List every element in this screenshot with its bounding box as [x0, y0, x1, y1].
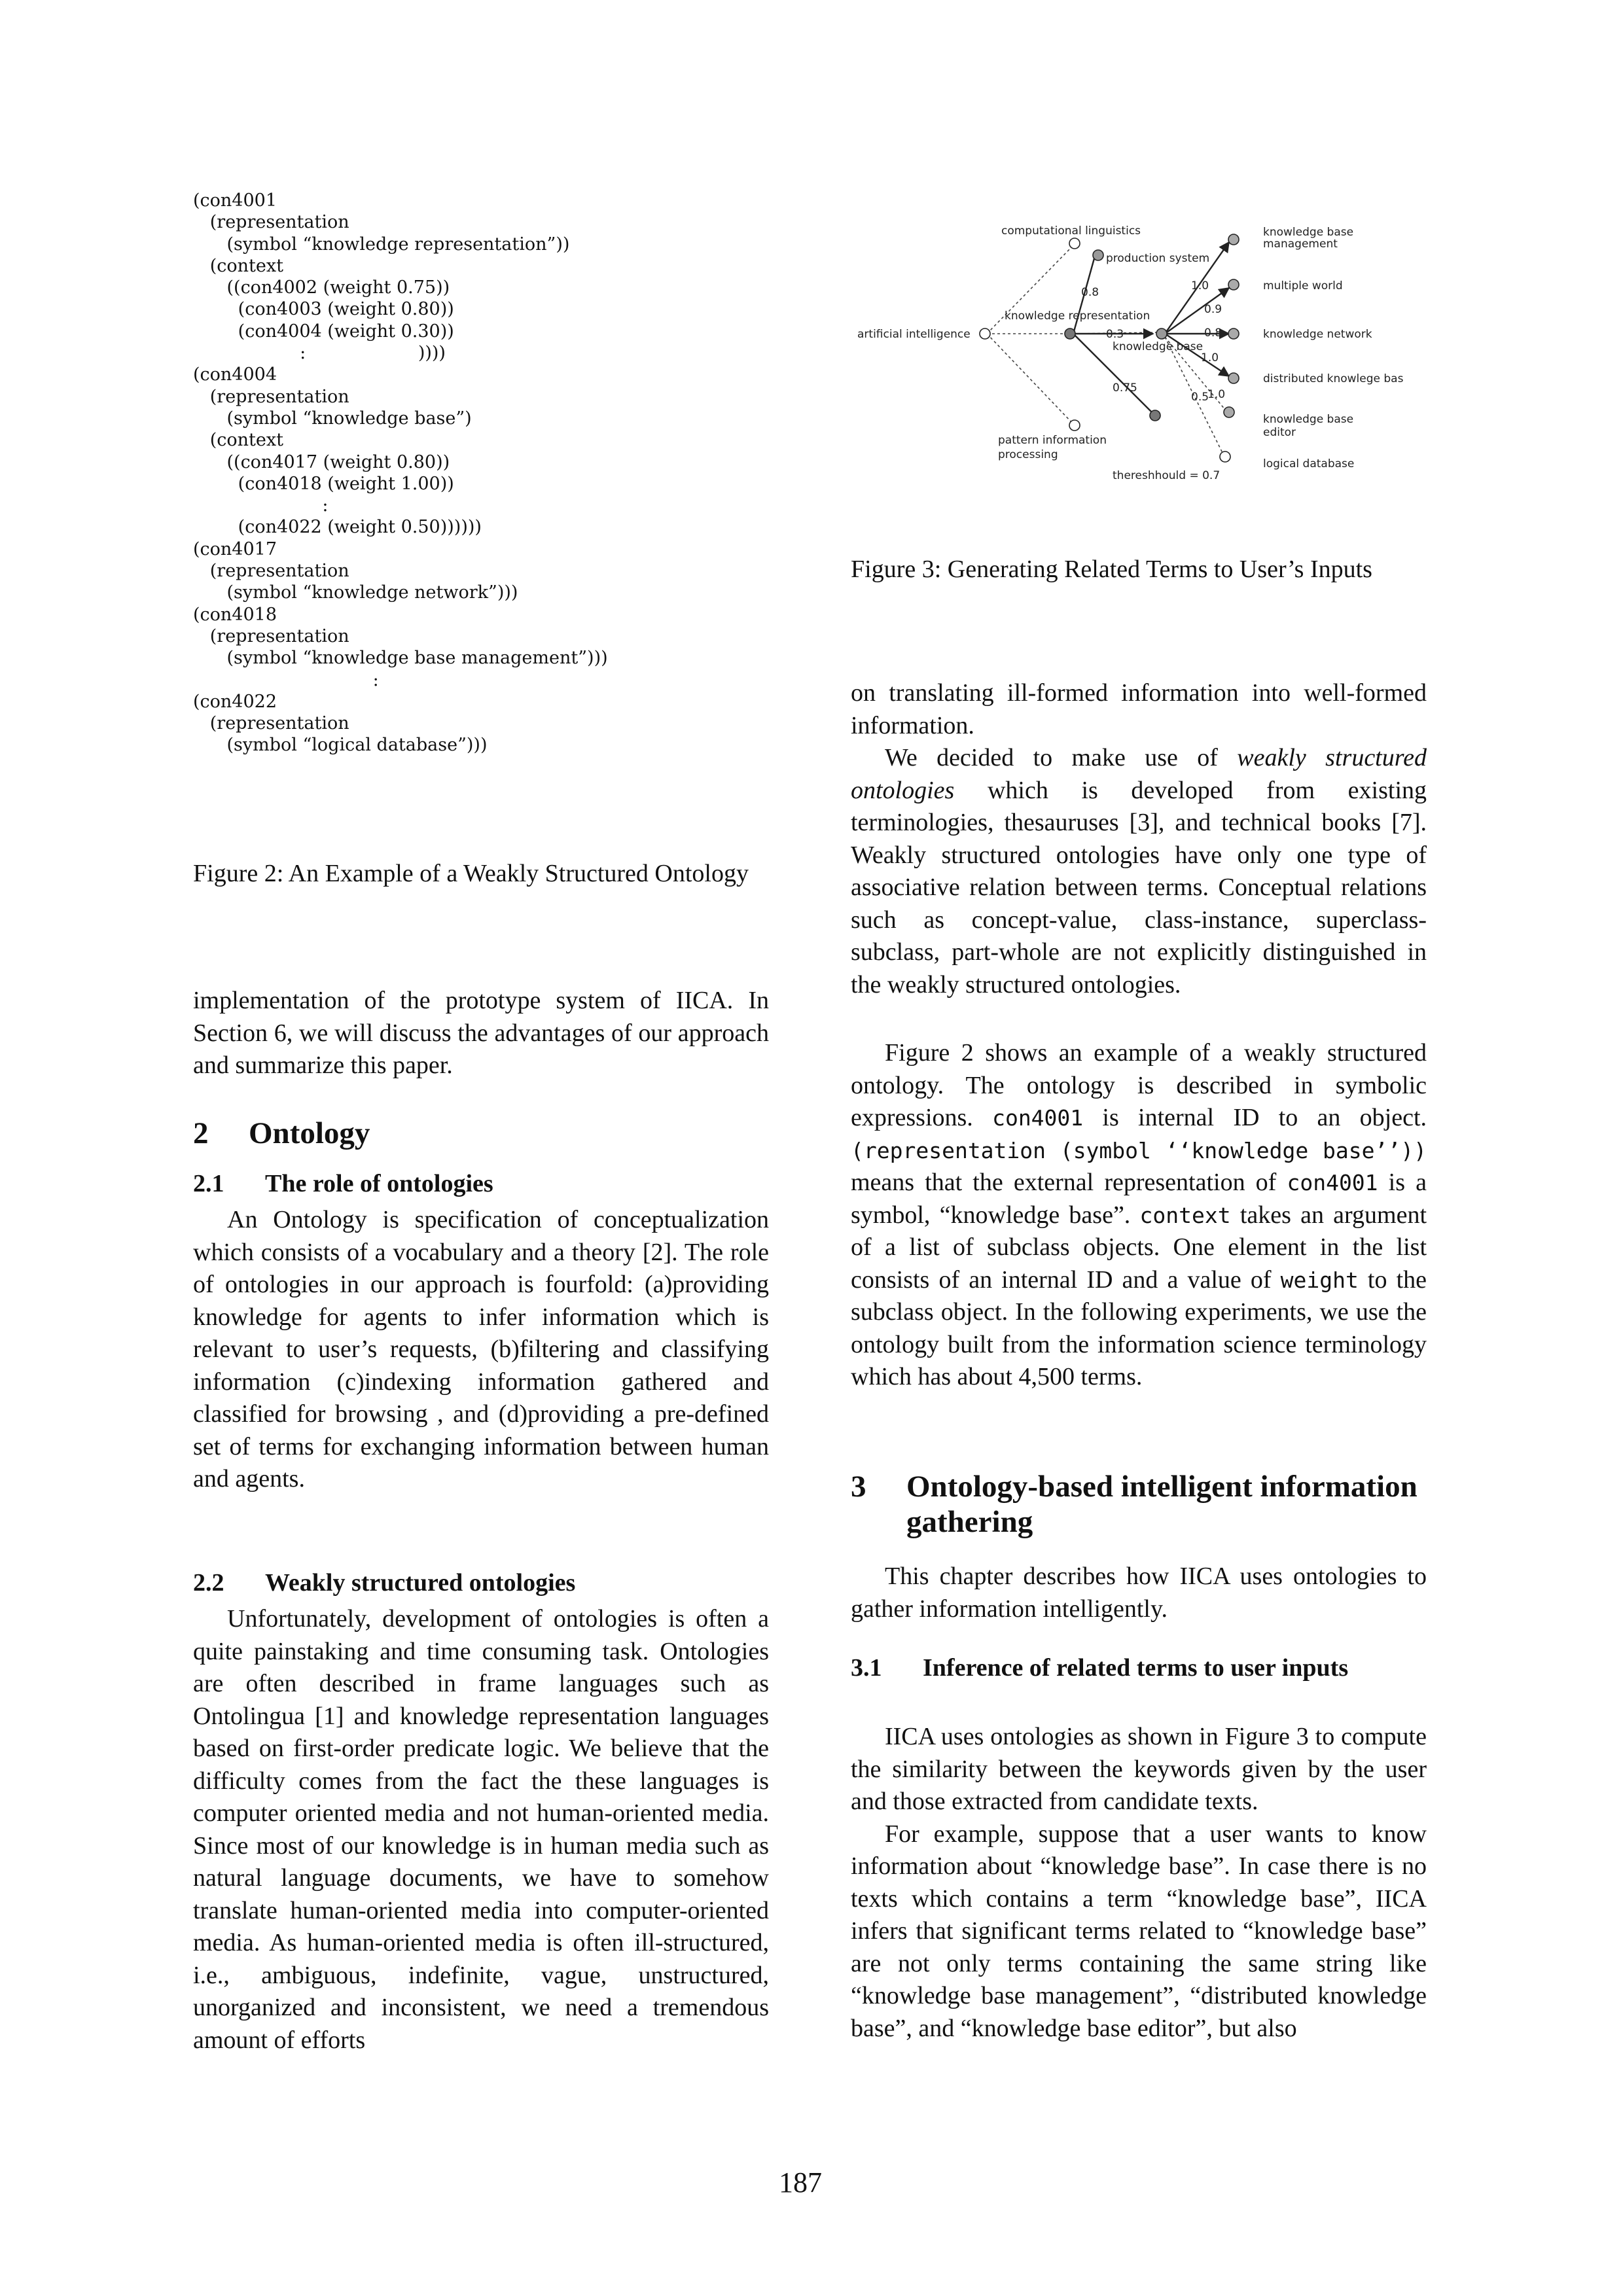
- code-line: ((con4017 (weight 0.80)): [193, 451, 450, 472]
- para-b-code3: con4001: [1287, 1170, 1378, 1195]
- code-line: (con4001: [193, 190, 277, 211]
- weight-0-5: 0.5: [1191, 391, 1209, 404]
- paragraph-weakly-structured: [851, 742, 1427, 1001]
- code-line: (representation: [193, 713, 349, 734]
- label-production-system: production system: [1106, 252, 1210, 265]
- paragraph-2-1-text: An Ontology is specification of conceptualization which consists of a vocabulary and a theory [2]. The role of ontologies in our approach is fourfold: (a)providing knowledge for agents to infer information which is relevant to user’s requests, (b)filtering and classifying information (c)indexing information gathered and classified for browsing , and (d)providing a pre-defined set of terms for exchanging information between human and agents.: [193, 1206, 769, 1492]
- para-a-post: which is developed from existing terminologies, thesauruses [3], and technical books [7]. Weakly structured ontologies have only one type of associative relation between terms. Conceptual relations such as concept-value, class-instance, superclass-subclass, part-whole are not explicitly distinguished in the weakly structured ontologies.: [851, 776, 1427, 998]
- code-line: :: [193, 669, 379, 690]
- code-line: (representation: [193, 386, 349, 407]
- para-b-1: Figure 2 shows an example of a weakly structured ontology. The ontology is described in symbolic expressions.: [851, 1039, 1427, 1131]
- node-distributed-kb: [1228, 373, 1239, 383]
- paragraph-2-1: [193, 1204, 769, 1496]
- para-b-code5: weight: [1280, 1267, 1359, 1293]
- label-kb-management-2: management: [1263, 238, 1338, 251]
- weight-1-0-kbe: 1.0: [1207, 388, 1226, 401]
- code-line: (con4022 (weight 0.50)))))): [193, 517, 482, 538]
- code-line: (representation: [193, 626, 349, 646]
- code-line: : )))): [193, 343, 446, 364]
- label-knowledge-network: knowledge network: [1263, 328, 1372, 341]
- paragraph-2-2: [193, 1603, 769, 2057]
- para-b-5: takes an argument of a list of subclass objects. One element in the list consists of an internal ID and a value of: [851, 1201, 1427, 1294]
- subsection-3-1-number: 3.1: [851, 1654, 882, 1682]
- figure2-code: [193, 190, 608, 756]
- node-logical-database: [1220, 451, 1230, 462]
- para-a-pre: We decided to make use of: [885, 744, 1238, 771]
- node-kb-management: [1228, 234, 1239, 245]
- section-3-title: Ontology-based intelligent information gathering: [906, 1470, 1418, 1539]
- subsection-2-1-title: The role of ontologies: [265, 1170, 493, 1197]
- code-line: (symbol “knowledge base”): [193, 408, 472, 429]
- figure2-caption: Figure 2: An Example of a Weakly Structured Ontology: [193, 860, 749, 887]
- paragraph-3-1a-text: IICA uses ontologies as shown in Figure 3 to compute the similarity between the keywords given by the user and those extracted from candidate texts.: [851, 1723, 1427, 1815]
- para-b-code2: (representation (symbol ‘‘knowledge base’’)): [851, 1137, 1427, 1163]
- para-b-code4: context: [1139, 1202, 1231, 1228]
- code-line: (symbol “logical database”))): [193, 735, 488, 756]
- code-line: (representation: [193, 212, 349, 233]
- code-line: (con4018 (weight 1.00)): [193, 473, 454, 494]
- code-line: ((con4002 (weight 0.75)): [193, 277, 450, 298]
- code-line: (context: [193, 430, 283, 451]
- label-pattern-information-1: pattern information: [998, 434, 1107, 447]
- subsection-2-2-title: Weakly structured ontologies: [265, 1569, 576, 1597]
- node-knowledge-network: [1228, 328, 1239, 339]
- section-2-heading: [193, 1116, 769, 1151]
- subsection-2-1-number: 2.1: [193, 1170, 224, 1197]
- paragraph-figure2-description: [851, 1037, 1427, 1394]
- weight-1-0-mw: 1.0: [1191, 279, 1209, 292]
- weight-0-75: 0.75: [1113, 381, 1137, 395]
- code-line: (con4003 (weight 0.80)): [193, 299, 454, 320]
- label-distributed-kb: distributed knowlege bas: [1263, 372, 1404, 385]
- code-line: :: [193, 495, 329, 516]
- right-continuation-text: on translating ill-formed information into well-formed information.: [851, 679, 1427, 739]
- para-b-6: to the subclass object. In the following experiments, we use the ontology built from the information science terminology which has about 4,500 terms.: [851, 1265, 1427, 1390]
- subsection-2-1-heading: [193, 1168, 769, 1200]
- section-2-title: Ontology: [249, 1116, 370, 1150]
- para-b-2: is internal ID to an object.: [1083, 1104, 1427, 1131]
- weight-0-9: 0.9: [1204, 303, 1222, 316]
- code-line: (symbol “knowledge representation”)): [193, 234, 570, 255]
- node-pattern-information: [1069, 420, 1080, 431]
- code-line: (con4022: [193, 691, 277, 712]
- threshold-label: thereshhould = 0.7: [1113, 469, 1221, 482]
- weight-1-0-dkb: 1.0: [1201, 351, 1219, 364]
- left-continuation: [193, 985, 769, 1082]
- section-3-intro: [851, 1561, 1427, 1625]
- weight-0-3: 0.3: [1106, 328, 1124, 341]
- paragraph-2-2-text: Unfortunately, development of ontologies is often a quite painstaking and time consuming task. Ontologies are often described in frame languages such as Ontolingua [1] and knowledge representation languages based on first-order predicate logic. We believe that the difficulty comes from the fact the these languages is computer oriented media and not human-oriented media. Since most of our knowledge is in human media such as natural language documents, we have to somehow translate human-oriented media into computer-oriented media. As human-oriented media is often ill-structured, i.e., ambiguous, indefinite, vague, unstructured, unorganized and inconsistent, we need a tremendous amount of efforts: [193, 1605, 769, 2054]
- node-production-system: [1093, 250, 1103, 260]
- node-artificial-intelligence: [980, 328, 990, 339]
- page-number: 187: [779, 2166, 822, 2199]
- code-line: (con4004: [193, 364, 277, 385]
- node-computational-linguistics: [1069, 238, 1080, 249]
- label-knowledge-representation: knowledge representation: [1005, 309, 1150, 323]
- subsection-3-1-title: Inference of related terms to user inputs: [923, 1654, 1349, 1682]
- label-logical-database: logical database: [1263, 457, 1355, 470]
- label-kb-editor-2: editor: [1263, 426, 1296, 439]
- node-knowledge-base: [1156, 328, 1167, 339]
- code-line: (context: [193, 255, 283, 276]
- subsection-2-2-heading: [193, 1567, 769, 1599]
- section-3-intro-text: This chapter describes how IICA uses ontologies to gather information intelligently.: [851, 1563, 1427, 1623]
- para-b-3: means that the external representation of: [851, 1169, 1287, 1196]
- weight-0-8-kn: 0.8: [1204, 327, 1222, 340]
- section-2-number: 2: [193, 1116, 209, 1150]
- para-b-code1: con4001: [992, 1105, 1084, 1131]
- section-3-heading: [851, 1469, 1427, 1540]
- label-computational-linguistics: computational linguistics: [1001, 224, 1141, 238]
- label-artificial-intelligence: artificial intelligence: [857, 328, 971, 341]
- label-kb-management-1: knowledge base: [1263, 226, 1354, 239]
- weight-0-8-cl: 0.8: [1081, 286, 1099, 299]
- figure3-diagram: [851, 216, 1427, 504]
- code-line: (symbol “knowledge base management”))): [193, 648, 608, 669]
- label-multiple-world: multiple world: [1263, 279, 1343, 292]
- figure3-caption: Figure 3: Generating Related Terms to User’s Inputs: [851, 556, 1372, 583]
- paragraph-3-1b-text: For example, suppose that a user wants to know information about “knowledge base”. In case there is no texts which contains a term “knowledge base”, IICA infers that significant terms related to “knowledge base” are not only terms containing the same string like “knowledge base management”, “distributed knowledge base”, and “knowledge base editor”, but also: [851, 1820, 1427, 2042]
- label-pattern-information-2: processing: [998, 448, 1058, 461]
- code-line: (con4017: [193, 539, 277, 559]
- right-column-figure2-description: [851, 1037, 1427, 1394]
- node-kb-child: [1150, 410, 1160, 421]
- label-kb-editor-1: knowledge base: [1263, 413, 1354, 426]
- subsection-2-2-number: 2.2: [193, 1569, 224, 1597]
- left-continuation-text: implementation of the prototype system of IICA. In Section 6, we will discuss the advantages of our approach and summarize this paper.: [193, 987, 769, 1079]
- node-multiple-world: [1228, 279, 1239, 290]
- node-knowledge-representation: [1065, 328, 1075, 339]
- code-line: (symbol “knowledge network”))): [193, 582, 518, 603]
- node-kb-editor: [1224, 407, 1234, 417]
- subsection-3-1-heading: [851, 1652, 1427, 1684]
- section-3-number: 3: [851, 1470, 866, 1504]
- label-knowledge-base: knowledge base: [1113, 340, 1204, 353]
- para-b-4: is a symbol, “knowledge base”.: [851, 1169, 1427, 1229]
- right-column-upper: [851, 677, 1427, 1001]
- para-a-emphasis: weakly structured ontologies: [851, 744, 1427, 804]
- code-line: (representation: [193, 561, 349, 582]
- code-line: (con4018: [193, 604, 277, 625]
- paragraph-3-1: [851, 1721, 1427, 2045]
- code-line: (con4004 (weight 0.30)): [193, 321, 454, 342]
